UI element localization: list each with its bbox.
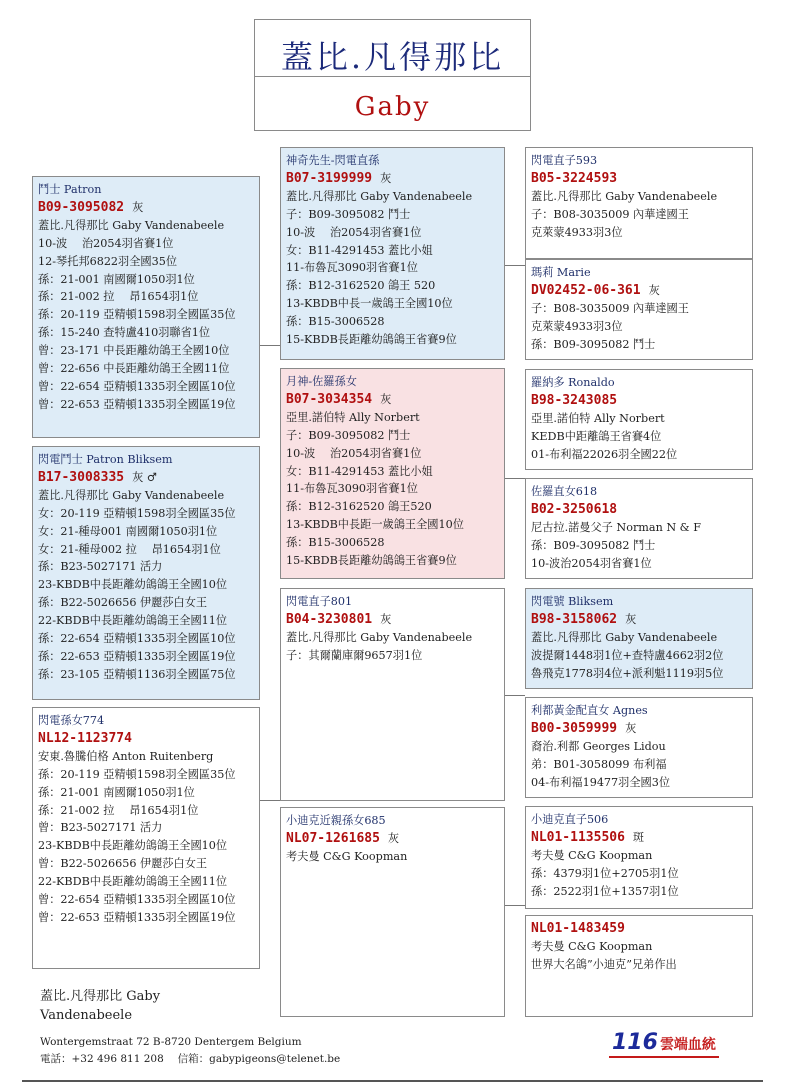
feather-color: 灰 [380,392,392,406]
card-line: 曾：22-656 中長距離幼鴿王全國11位 [38,362,230,376]
card-line: 孫：B23-5027171 活力 [38,560,163,574]
card-line: 孫：B09-3095082 鬥士 [531,337,656,351]
logo-number: 116 [612,1030,658,1055]
card-title: 閃電直子801 [286,595,353,608]
ring-number-text: B02-3250618 [531,501,618,517]
ring-number [531,282,747,300]
feather-color: 斑 [632,830,645,844]
card-line: 13-KBDB中長一歲鴿王全國10位 [286,297,453,311]
card-line: 亞里.諾伯特 Ally Norbert [531,411,665,425]
grandparent-card-4[interactable] [280,807,505,1017]
logo-underline [609,1056,719,1058]
feather-color: 灰 [625,612,637,626]
ring-number-text: NL01-1483459 [531,921,625,936]
card-line: 蓋比.凡得那比 Gaby Vandenabeele [531,189,718,203]
ring-number [531,720,747,738]
ring-number [531,170,747,188]
card-line: KEDB中距離鴿王省賽4位 [531,429,662,443]
card-line: 10-波 治2054羽省賽1位 [286,225,422,239]
card-line: 11-布魯瓦3090羽省賽1位 [286,261,418,275]
card-line: 15-KBDB長距離幼鴿鴿王省賽9位 [286,333,457,347]
card-line: 子：B09-3095082 鬥士 [286,207,411,221]
great-grandparent-card-8[interactable] [525,915,753,1017]
card-line: 女：21-種母002 拉 昂1654羽1位 [38,542,221,556]
great-grandparent-card-1[interactable] [525,147,753,259]
card-title: 月神-佐羅孫女 [286,375,357,388]
card-line: 子：B09-3095082 鬥士 [286,428,411,442]
card-line: 孫：21-001 南國爾1050羽1位 [38,785,195,799]
ring-number [531,611,747,629]
card-title: 利都黃金配直女 Agnes [531,704,648,717]
card-line: 孫：15-240 查特盧410羽聯省1位 [38,326,211,340]
card-line: 弟：B01-3058099 布利福 [531,757,667,771]
pedigree-title-box [254,19,531,131]
card-line: 蓋比.凡得那比 Gaby Vandenabeele [286,630,473,644]
ring-number [531,829,747,847]
card-line: 23-KBDB中長距離幼鴿鴿王全國10位 [38,578,228,592]
card-title: 神奇先生-閃電直孫 [286,154,380,167]
ring-number [286,830,499,848]
connector-line [505,478,525,479]
breeder-contact [40,1034,340,1068]
grandparent-card-3[interactable] [280,588,505,801]
card-line: 12-琴托邦6822羽全國35位 [38,254,178,268]
ring-number [286,391,499,409]
ring-number [286,611,499,629]
card-line: 世界大名鴿”小迪克”兄弟作出 [531,957,677,971]
card-line: 孫：21-002 拉 昂1654羽1位 [38,290,199,304]
feather-color: 灰 [648,283,660,297]
card-line: 考夫曼 C&G Koopman [531,848,653,862]
connector-line [505,695,525,696]
card-line: 孫：20-119 亞精頓1598羽全國區35位 [38,308,236,322]
grandparent-card-1[interactable] [280,147,505,360]
card-line: 女：B11-4291453 蓋比小姐 [286,464,433,478]
card-line: 01-布利福22026羽全國22位 [531,447,678,461]
ring-number-text: B09-3095082 [38,199,125,215]
connector-line [260,345,280,346]
card-line: 孫：B12-3162520 鴿王520 [286,500,432,514]
ring-number-text: NL01-1135506 [531,829,625,845]
card-line: 孫：B15-3006528 [286,536,385,550]
card-line: 孫：B22-5026656 伊麗莎白女王 [38,596,208,610]
card-line: 孫：4379羽1位+2705羽1位 [531,866,679,880]
card-line: 孫：22-654 亞精頓1335羽全國區10位 [38,632,236,646]
sire-sibling-card[interactable] [32,446,260,700]
pigeon-name-english: Gaby [354,92,431,122]
card-line: 蓋比.凡得那比 Gaby Vandenabeele [286,189,473,203]
card-line: 蓋比.凡得那比 Gaby Vandenabeele [38,488,225,502]
card-title: 閃電孫女774 [38,714,105,727]
card-line: 孫：B09-3095082 鬥士 [531,538,656,552]
card-line: 11-布魯瓦3090羽省賽1位 [286,482,418,496]
ring-number-text: B98-3158062 [531,611,618,627]
card-line: 安東.魯騰伯格 Anton Ruitenberg [38,749,214,763]
ring-number-text: B00-3059999 [531,720,618,736]
ring-number-text: DV02452-06-361 [531,282,641,298]
feather-color: 灰 [625,721,637,735]
card-line: 孫：B12-3162520 鴿王 520 [286,279,436,293]
feather-color: 灰 [380,171,392,185]
breeder-name: 蓋比.凡得那比 Gaby Vandenabeele [40,989,161,1023]
logo-text: 雲端血統 [659,1037,716,1053]
ring-number [38,199,254,217]
title-divider [255,76,530,77]
ring-number-text: B07-3199999 [286,170,373,186]
dam-card[interactable] [32,707,260,969]
card-line: 子：其爾蘭庫爾9657羽1位 [286,648,423,662]
card-line: 04-布利福19477羽全國3位 [531,775,671,789]
feather-color: 灰 ♂ [132,470,157,484]
card-line: 曾：22-653 亞精頓1335羽全國區19位 [38,397,236,411]
ring-number [286,170,499,188]
card-line: 孫：21-002 拉 昂1654羽1位 [38,803,199,817]
great-grandparent-card-4[interactable] [525,478,753,579]
feather-color: 灰 [380,612,392,626]
breeder-address: Wontergemstraat 72 B-8720 Dentergem Belgium [40,1036,302,1048]
feather-color: 灰 [132,200,144,214]
sire-card[interactable] [32,176,260,438]
ring-number-text: B07-3034354 [286,391,373,407]
card-line: 女：B11-4291453 蓋比小姐 [286,243,433,257]
great-grandparent-card-2[interactable] [525,259,753,360]
card-line: 子：B08-3035009 內華達國王 [531,301,689,315]
card-line: 考夫曼 C&G Koopman [531,939,653,953]
card-line: 孫：B15-3006528 [286,315,385,329]
card-line: 22-KBDB中長距離幼鴿鴿王全國11位 [38,614,228,628]
ring-number-text: B98-3243085 [531,392,618,408]
card-title: 佐羅直女618 [531,485,598,498]
card-line: 蓋比.凡得那比 Gaby Vandenabeele [38,218,225,232]
feather-color: 灰 [387,831,400,845]
card-line: 孫：21-001 南國爾1050羽1位 [38,272,195,286]
card-title: 小迪克近親孫女685 [286,814,386,827]
card-line: 蓋比.凡得那比 Gaby Vandenabeele [531,630,718,644]
ring-number [38,469,254,487]
card-line: 波提爾1448羽1位+查特盧4662羽2位 [531,648,724,662]
card-line: 10-波 治2054羽省賽1位 [286,446,422,460]
card-line: 考夫曼 C&G Koopman [286,849,408,863]
card-line: 女：20-119 亞精頓1598羽全國區35位 [38,506,236,520]
card-line: 23-KBDB中長距離幼鴿鴿王全國10位 [38,839,228,853]
card-line: 亞里.諾伯特 Ally Norbert [286,410,420,424]
ring-number [531,392,747,410]
pigeon-name-chinese: 蓋比.凡得那比 [280,38,505,76]
card-line: 孫：23-105 亞精頓1136羽全國區75位 [38,667,236,681]
bottom-divider [22,1080,763,1082]
card-title: 閃電直子593 [531,154,598,167]
breeder-phone-email: 電話：+32 496 811 208 信箱：gabypigeons@telenet.be [40,1053,341,1065]
card-title: 瑪莉 Marie [531,266,591,279]
great-grandparent-card-7[interactable] [525,806,753,909]
card-title: 閃電鬥士 Patron Bliksem [38,453,173,466]
card-line: 克萊蒙4933羽3位 [531,319,623,333]
ring-number-text: NL12-1123774 [38,730,132,746]
card-line: 孫：22-653 亞精頓1335羽全國區19位 [38,649,236,663]
card-line: 10-波 治2054羽省賽1位 [38,236,174,250]
connector-line [505,265,525,266]
ring-number-text: B05-3224593 [531,170,618,186]
site-logo[interactable] [612,1030,716,1055]
great-grandparent-card-3[interactable] [525,369,753,470]
grandparent-card-2[interactable] [280,368,505,579]
ring-number-text: NL07-1261685 [286,830,380,846]
card-line: 克萊蒙4933羽3位 [531,225,623,239]
connector-line [505,905,525,906]
card-line: 孫：20-119 亞精頓1598羽全國區35位 [38,767,236,781]
great-grandparent-card-5[interactable] [525,588,753,689]
ring-number [531,501,747,519]
card-line: 孫：2522羽1位+1357羽1位 [531,884,679,898]
card-line: 曾：22-654 亞精頓1335羽全國區10位 [38,379,236,393]
card-line: 曾：23-171 中長距離幼鴿王全國10位 [38,344,230,358]
ring-number [531,920,747,938]
card-line: 曾：22-653 亞精頓1335羽全國區19位 [38,910,236,924]
card-title: 小迪克直子506 [531,813,609,826]
card-line: 尼古拉.諾曼父子 Norman N & F [531,520,701,534]
card-line: 曾：B23-5027171 活力 [38,821,163,835]
ring-number-text: B04-3230801 [286,611,373,627]
connector-line [260,800,280,801]
card-line: 裔治.利都 Georges Lidou [531,739,666,753]
card-line: 13-KBDB中長距一歲鴿王全國10位 [286,518,464,532]
card-line: 曾：22-654 亞精頓1335羽全國區10位 [38,893,236,907]
card-line: 15-KBDB長距離幼鴿鴿王省賽9位 [286,554,457,568]
great-grandparent-card-6[interactable] [525,697,753,798]
card-line: 10-波治2054羽省賽1位 [531,556,652,570]
card-line: 子：B08-3035009 內華達國王 [531,207,689,221]
card-title: 閃電號 Bliksem [531,595,614,608]
card-line: 魯飛克1778羽4位+派利魁1119羽5位 [531,666,724,680]
card-title: 鬥士 Patron [38,183,102,196]
card-line: 曾：B22-5026656 伊麗莎白女王 [38,857,208,871]
card-title: 羅納多 Ronaldo [531,376,615,389]
ring-number-text: B17-3008335 [38,469,125,485]
card-line: 女：21-種母001 南國爾1050羽1位 [38,524,218,538]
ring-number [38,730,254,748]
card-line: 22-KBDB中長距離幼鴿鴿王全國11位 [38,875,228,889]
